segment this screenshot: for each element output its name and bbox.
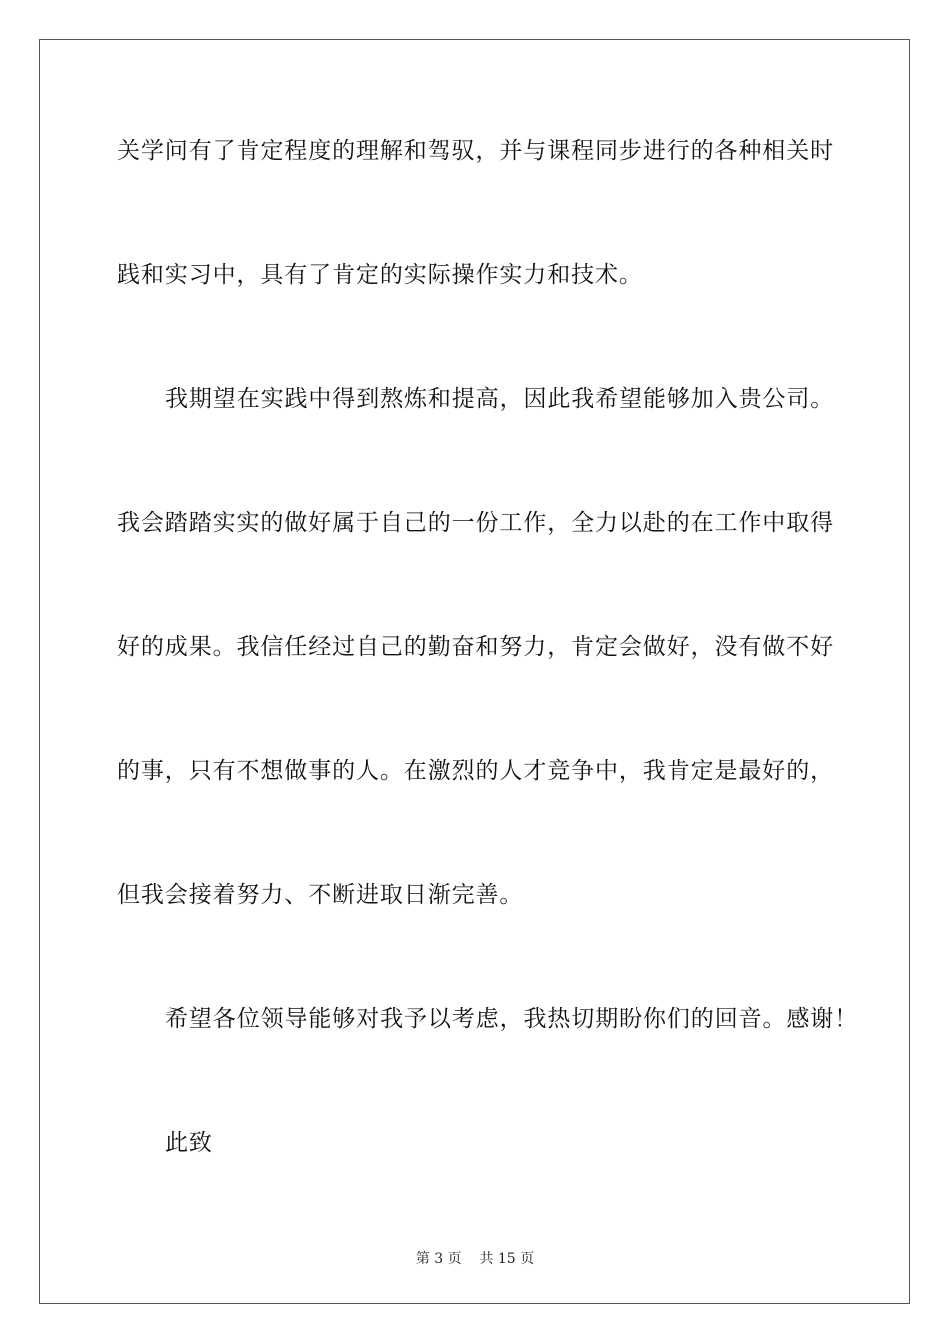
body-text-line-4: 我会踏踏实实的做好属于自己的一份工作，全力以赴的在工作中取得 [117,510,834,536]
page-total: 共 15 页 [479,1251,535,1267]
closing-salutation: 此致 [165,1130,213,1156]
page-number: 第 3 页 [415,1251,462,1267]
page-frame [39,39,910,1304]
body-text-line-1: 关学问有了肯定程度的理解和驾驭，并与课程同步进行的各种相关时 [117,138,834,164]
body-text-line-5: 好的成果。我信任经过自己的勤奋和努力，肯定会做好，没有做不好 [117,634,834,660]
body-text-line-2: 践和实习中，具有了肯定的实际操作实力和技术。 [117,262,643,288]
body-text-line-6: 的事，只有不想做事的人。在激烈的人才竞争中，我肯定是最好的， [117,758,834,784]
page-footer [0,1248,950,1268]
body-text-line-8: 希望各位领导能够对我予以考虑，我热切期盼你们的回音。感谢！ [165,1006,859,1032]
body-text-line-3: 我期望在实践中得到熬炼和提高，因此我希望能够加入贵公司。 [165,386,835,412]
body-text-line-7: 但我会接着努力、不断进取日渐完善。 [117,882,524,908]
